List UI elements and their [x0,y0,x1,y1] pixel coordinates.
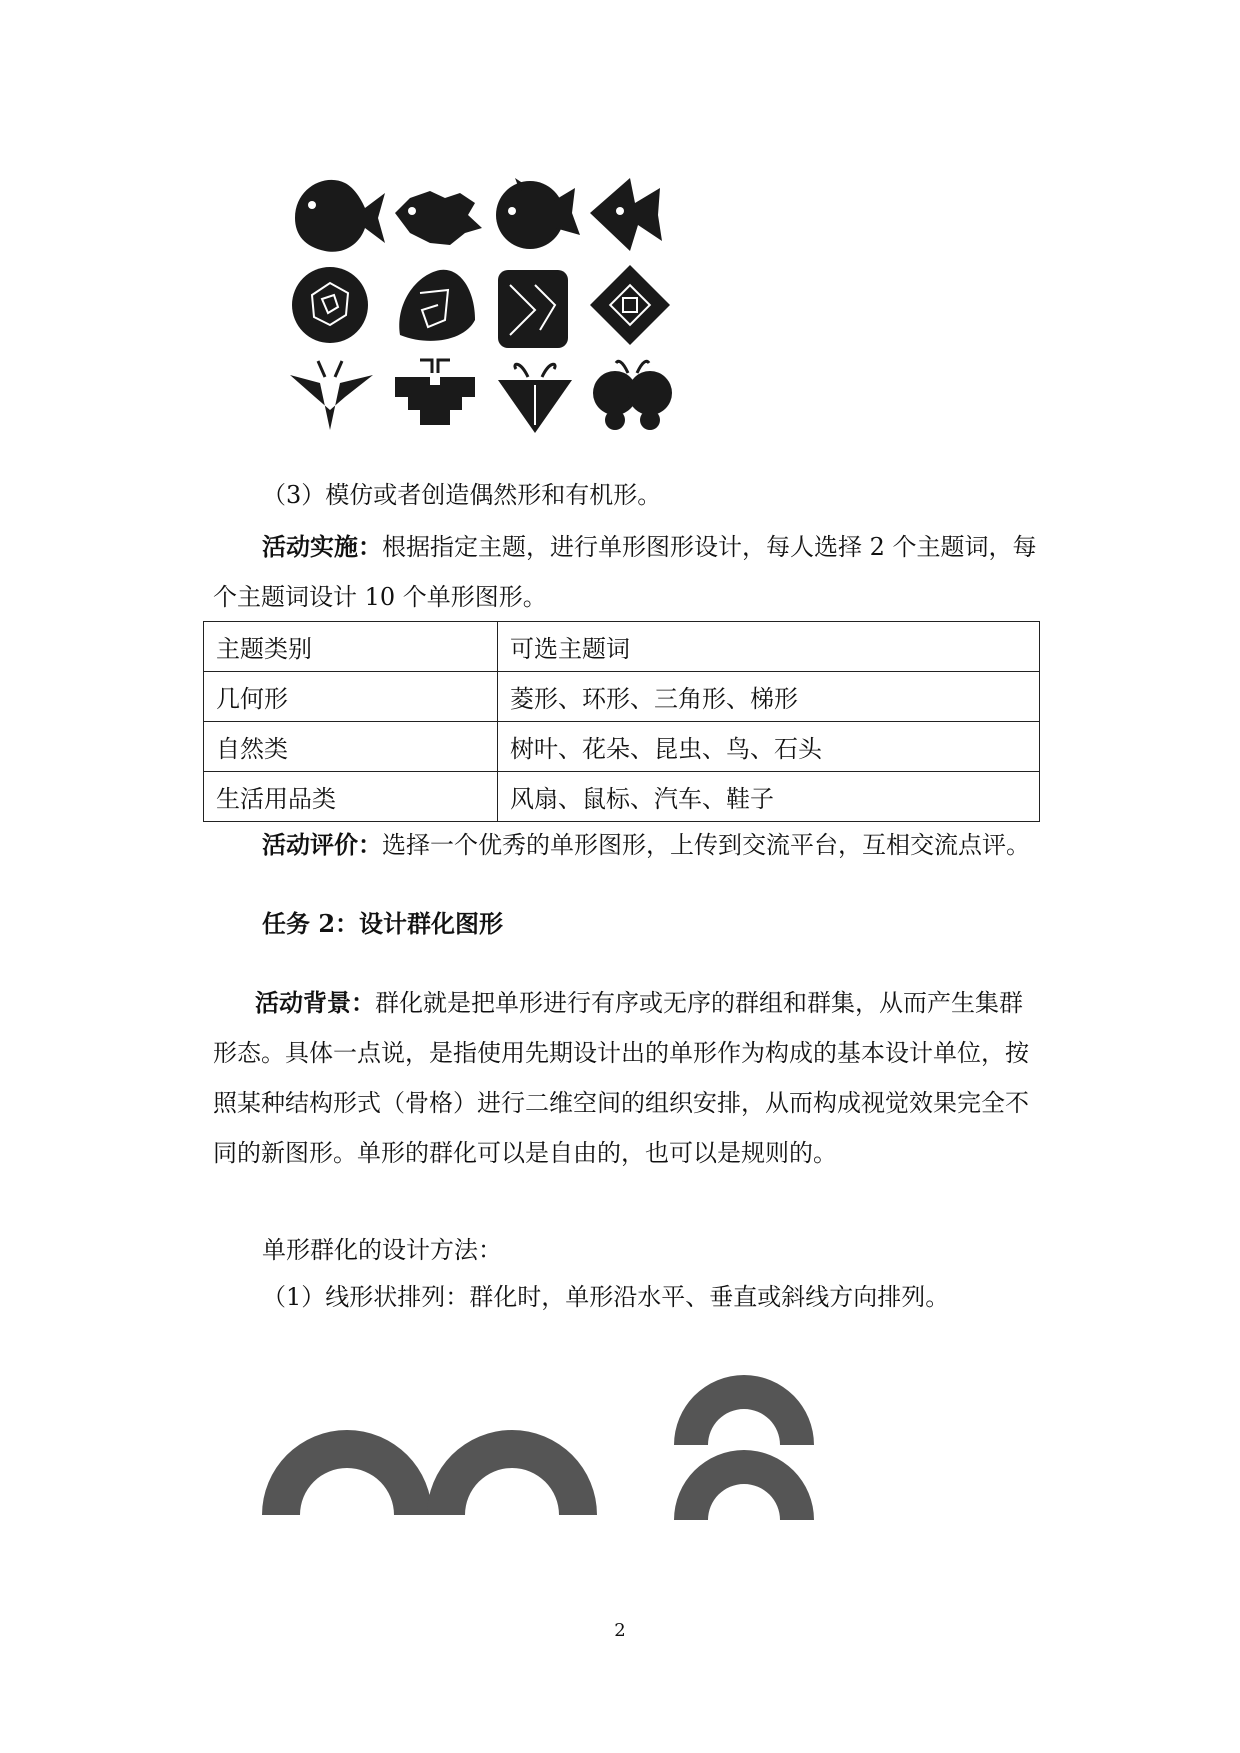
table-row [204,672,1040,722]
table-cell: 自然类 [204,722,498,772]
activity-bg-line3: 照某种结构形式（骨格）进行二维空间的组织安排，从而构成视觉效果完全不 [213,1089,1029,1117]
activity-eval-label: 活动评价： [262,830,382,859]
activity-eval [262,828,1030,862]
vertical-arch-group [672,1375,817,1525]
table-cell: 树叶、花朵、昆虫、鸟、石头 [498,722,1040,772]
task2-heading: 任务 2：设计群化图形 [262,909,504,938]
table-header-cell: 主题类别 [204,622,498,672]
table-cell: 菱形、环形、三角形、梯形 [498,672,1040,722]
butterfly-icon [593,361,672,430]
rose-icon [292,267,368,343]
horizontal-arch-group [262,1365,602,1520]
butterfly-icon [395,360,475,425]
activity-impl-line1 [262,530,1037,564]
method-1-line: （1）线形状排列：群化时，单形沿水平、垂直或斜线方向排列。 [262,1283,950,1311]
rose-icon [399,270,475,341]
table-row [204,772,1040,822]
fish-icon [590,178,662,251]
table-row [204,722,1040,772]
rose-icon [498,270,568,348]
table-cell: 风扇、鼠标、汽车、鞋子 [498,772,1040,822]
activity-impl-label: 活动实施： [262,532,382,561]
activity-bg-label: 活动背景： [255,988,375,1017]
activity-impl-line2: 个主题词设计 10 个单形图形。 [213,583,547,611]
activity-bg-line1 [255,986,1023,1020]
activity-impl-text: 根据指定主题，进行单形图形设计，每人选择 2 个主题词，每 [382,533,1037,561]
table-header-cell: 可选主题词 [498,622,1040,672]
imitate-shapes-line: （3）模仿或者创造偶然形和有机形。 [262,481,662,509]
fish-icon [295,180,385,252]
activity-bg-line4: 同的新图形。单形的群化可以是自由的，也可以是规则的。 [213,1139,837,1167]
fish-icon [496,178,580,249]
table-header-row [204,622,1040,672]
butterfly-icon [498,364,572,433]
activity-eval-text: 选择一个优秀的单形图形，上传到交流平台，互相交流点评。 [382,831,1030,859]
topic-table [203,621,1040,822]
rose-icon [590,265,670,345]
table-cell: 几何形 [204,672,498,722]
single-shape-examples [285,165,685,455]
fish-icon [395,191,482,245]
activity-bg-line2: 形态。具体一点说，是指使用先期设计出的单形作为构成的基本设计单位，按 [213,1039,1029,1067]
page-number: 2 [614,1620,626,1641]
butterfly-icon [290,361,373,430]
table-cell: 生活用品类 [204,772,498,822]
method-heading: 单形群化的设计方法： [262,1236,502,1264]
activity-bg-text: 群化就是把单形进行有序或无序的群组和群集，从而产生集群 [375,989,1023,1017]
